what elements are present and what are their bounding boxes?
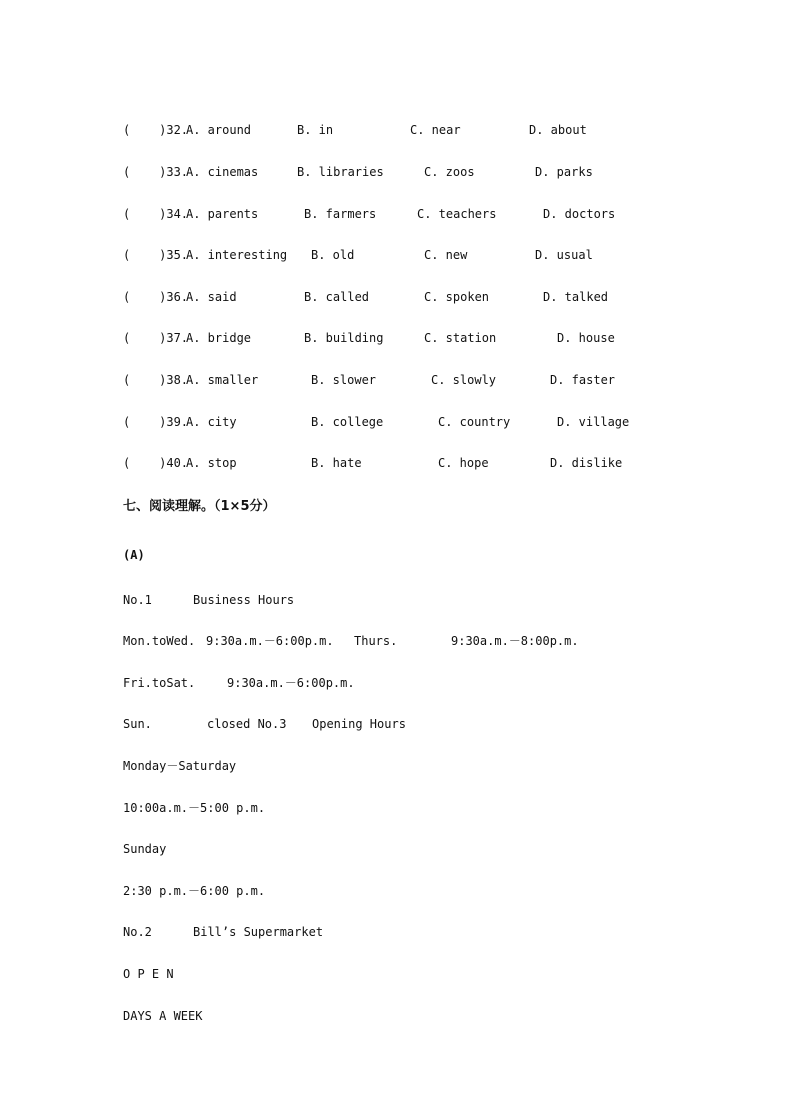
option-b: B. farmers: [304, 207, 377, 221]
notice-line-3: [0, 675, 355, 691]
option-b: B. old: [311, 248, 355, 262]
question-row-37: [0, 330, 615, 346]
notice-text: 10:00a.m.－5:00 p.m.: [123, 801, 266, 815]
option-c: C. country: [438, 415, 511, 429]
option-c: C. new: [424, 248, 468, 262]
opening-hours-title: Opening Hours: [312, 717, 406, 731]
notice-line-11: [0, 1008, 203, 1024]
notice-text: Sunday: [123, 842, 167, 856]
option-d: D. about: [529, 123, 587, 137]
option-b: B. libraries: [297, 165, 384, 179]
option-d: D. talked: [543, 290, 609, 304]
notice-line-4: [0, 716, 406, 732]
option-a: A. cinemas: [186, 165, 259, 179]
section-title: [0, 499, 276, 515]
option-d: D. doctors: [543, 207, 616, 221]
days-sun: Sun.: [123, 717, 152, 731]
option-d: D. village: [557, 415, 630, 429]
option-a: A. said: [186, 290, 237, 304]
notice-text: DAYS A WEEK: [123, 1009, 203, 1023]
option-a: A. city: [186, 415, 237, 429]
notice-line-1: [0, 592, 295, 608]
days-mon-wed: Mon.toWed.: [123, 634, 196, 648]
option-c: C. zoos: [424, 165, 475, 179]
days-thurs: Thurs.: [354, 634, 398, 648]
option-c: C. spoken: [424, 290, 490, 304]
question-row-36: [0, 289, 609, 305]
question-row-35: [0, 247, 593, 263]
question-row-34: [0, 206, 616, 222]
option-b: B. in: [297, 123, 334, 137]
hours-mon-wed: 9:30a.m.－6:00p.m.: [206, 634, 334, 648]
option-d: D. parks: [535, 165, 593, 179]
option-b: B. slower: [311, 373, 377, 387]
notice-text: Bill’s Supermarket: [193, 925, 324, 939]
notice-line-9: [0, 924, 324, 940]
question-number: ( )36.: [123, 290, 189, 304]
option-c: C. near: [410, 123, 461, 137]
notice-text: O P E N: [123, 967, 174, 981]
section-title-text: 七、阅读理解。（1×5分）: [123, 499, 276, 514]
option-c: C. station: [424, 331, 497, 345]
option-b: B. building: [304, 331, 384, 345]
question-number: ( )37.: [123, 331, 189, 345]
option-c: C. hope: [438, 456, 489, 470]
option-d: D. usual: [535, 248, 593, 262]
notice-line-6: [0, 800, 266, 816]
question-number: ( )40.: [123, 456, 189, 470]
notice-label: No.1: [123, 593, 152, 607]
option-b: B. college: [311, 415, 384, 429]
option-b: B. called: [304, 290, 370, 304]
option-a: A. stop: [186, 456, 237, 470]
option-a: A. smaller: [186, 373, 259, 387]
closed-text: closed No.3: [207, 717, 287, 731]
notice-text: Monday－Saturday: [123, 759, 237, 773]
question-row-32: [0, 122, 587, 138]
option-a: A. parents: [186, 207, 259, 221]
option-a: A. interesting: [186, 248, 288, 262]
notice-line-5: [0, 758, 237, 774]
option-c: C. slowly: [431, 373, 497, 387]
question-number: ( )39.: [123, 415, 189, 429]
hours-fri-sat: 9:30a.m.－6:00p.m.: [227, 676, 355, 690]
notice-text: Business Hours: [193, 593, 295, 607]
notice-text: 2:30 p.m.－6:00 p.m.: [123, 884, 266, 898]
option-b: B. hate: [311, 456, 362, 470]
hours-thurs: 9:30a.m.－8:00p.m.: [451, 634, 579, 648]
notice-line-7: [0, 841, 167, 857]
question-number: ( )32.: [123, 123, 189, 137]
part-label-text: (A): [123, 548, 145, 562]
days-fri-sat: Fri.toSat.: [123, 676, 196, 690]
option-a: A. bridge: [186, 331, 252, 345]
question-number: ( )33.: [123, 165, 189, 179]
option-d: D. faster: [550, 373, 616, 387]
option-d: D. house: [557, 331, 615, 345]
question-row-33: [0, 164, 593, 180]
notice-line-2: [0, 633, 579, 649]
question-number: ( )35.: [123, 248, 189, 262]
question-number: ( )34.: [123, 207, 189, 221]
question-number: ( )38.: [123, 373, 189, 387]
question-row-39: [0, 414, 630, 430]
part-label: [0, 547, 145, 563]
notice-line-8: [0, 883, 266, 899]
option-d: D. dislike: [550, 456, 623, 470]
option-c: C. teachers: [417, 207, 497, 221]
notice-label: No.2: [123, 925, 152, 939]
notice-line-10: [0, 966, 174, 982]
question-row-40: [0, 455, 623, 471]
option-a: A. around: [186, 123, 252, 137]
question-row-38: [0, 372, 616, 388]
